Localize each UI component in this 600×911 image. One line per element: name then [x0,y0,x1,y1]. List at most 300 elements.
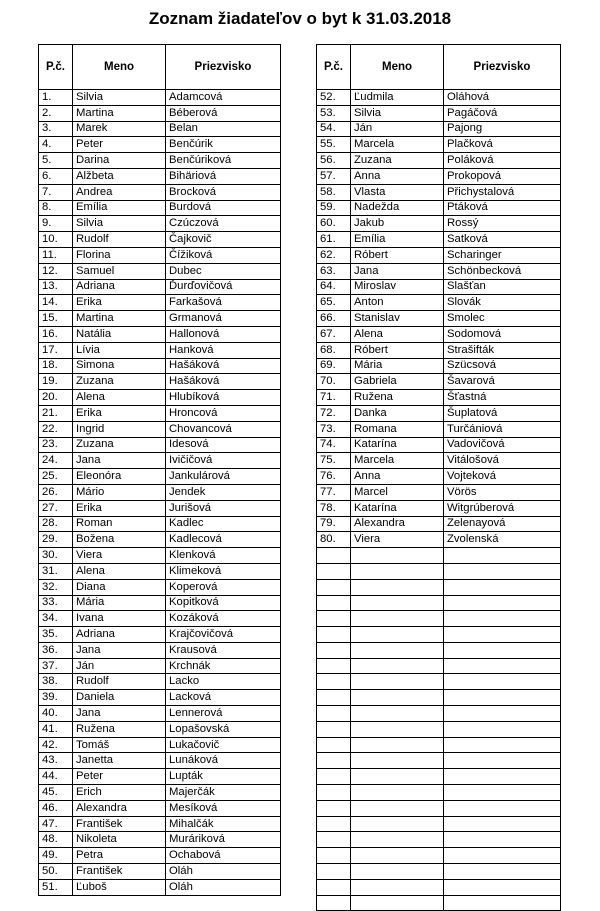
last-name-cell: Vadovičová [444,437,561,453]
row-number-cell: 49. [39,848,73,864]
first-name-cell [351,879,444,895]
table-row [39,532,281,548]
last-name-cell [444,563,561,579]
table-row [39,405,281,421]
last-name-cell: Jankulárová [166,469,281,485]
row-number-cell: 52. [317,90,351,106]
row-number-cell [317,800,351,816]
last-name-cell: Jurišová [166,500,281,516]
first-name-cell: Nadežda [351,200,444,216]
header-number: P.č. [39,45,73,90]
table-row [317,137,561,153]
table-row [317,200,561,216]
table-row [317,879,561,895]
last-name-cell: Hanková [166,342,281,358]
first-name-cell [351,848,444,864]
first-name-cell: František [73,864,166,880]
last-name-cell: Klenková [166,548,281,564]
last-name-cell: Kadlecová [166,532,281,548]
table-row [39,737,281,753]
first-name-cell: Viera [73,548,166,564]
first-name-cell [351,595,444,611]
row-number-cell [317,563,351,579]
row-number-cell: 15. [39,311,73,327]
first-name-cell: Peter [73,769,166,785]
first-name-cell: Alena [73,563,166,579]
table-row [39,500,281,516]
last-name-cell: Krajčovičová [166,627,281,643]
table-row [317,184,561,200]
table-row [39,311,281,327]
first-name-cell: Gabriela [351,374,444,390]
table-row [317,690,561,706]
first-name-cell: Rudolf [73,232,166,248]
table-row [317,532,561,548]
first-name-cell: Alena [73,390,166,406]
table-row [317,516,561,532]
last-name-cell: Pagáčová [444,105,561,121]
row-number-cell [317,721,351,737]
last-name-cell: Koperová [166,579,281,595]
last-name-cell: Szücsová [444,358,561,374]
first-name-cell: Martina [73,311,166,327]
last-name-cell: Adamcová [166,90,281,106]
row-number-cell: 58. [317,184,351,200]
first-name-cell: Katarína [351,500,444,516]
last-name-cell [444,611,561,627]
row-number-cell: 44. [39,769,73,785]
table-row [39,785,281,801]
row-number-cell: 37. [39,658,73,674]
table-row [317,895,561,911]
row-number-cell: 65. [317,295,351,311]
last-name-cell [444,879,561,895]
last-name-cell: Šťastná [444,390,561,406]
row-number-cell: 75. [317,453,351,469]
row-number-cell [317,864,351,880]
row-number-cell [317,611,351,627]
row-number-cell: 76. [317,469,351,485]
table-row [317,247,561,263]
last-name-cell: Zelenayová [444,516,561,532]
row-number-cell: 7. [39,184,73,200]
row-number-cell: 27. [39,500,73,516]
first-name-cell: Janetta [73,753,166,769]
table-row [39,848,281,864]
last-name-cell: Czúczová [166,216,281,232]
last-name-cell: Oláhová [444,90,561,106]
table-row [39,674,281,690]
last-name-cell [444,785,561,801]
row-number-cell: 33. [39,595,73,611]
row-number-cell: 24. [39,453,73,469]
row-number-cell [317,548,351,564]
row-number-cell: 55. [317,137,351,153]
table-row [317,405,561,421]
table-row [317,579,561,595]
last-name-cell: Jendek [166,484,281,500]
last-name-cell: Hašáková [166,358,281,374]
table-row [317,753,561,769]
row-number-cell: 45. [39,785,73,801]
last-name-cell [444,595,561,611]
last-name-cell [444,753,561,769]
first-name-cell [351,627,444,643]
first-name-cell [351,721,444,737]
table-row [317,816,561,832]
row-number-cell: 60. [317,216,351,232]
last-name-cell: Vitálošová [444,453,561,469]
first-name-cell: Anton [351,295,444,311]
last-name-cell [444,706,561,722]
row-number-cell [317,879,351,895]
first-name-cell: Natália [73,326,166,342]
row-number-cell: 74. [317,437,351,453]
first-name-cell: Ján [351,121,444,137]
last-name-cell: Pajong [444,121,561,137]
last-name-cell: Hroncová [166,405,281,421]
last-name-cell: Krausová [166,642,281,658]
row-number-cell: 3. [39,121,73,137]
table-row [39,706,281,722]
row-number-cell [317,627,351,643]
row-number-cell: 72. [317,405,351,421]
table-row [39,690,281,706]
row-number-cell: 28. [39,516,73,532]
last-name-cell [444,832,561,848]
row-number-cell [317,832,351,848]
row-number-cell [317,642,351,658]
first-name-cell [351,690,444,706]
first-name-cell: Mário [73,484,166,500]
row-number-cell: 36. [39,642,73,658]
row-number-cell: 20. [39,390,73,406]
table-row [39,295,281,311]
row-number-cell: 70. [317,374,351,390]
first-name-cell: Florina [73,247,166,263]
first-name-cell: Adriana [73,279,166,295]
first-name-cell: Ľudmila [351,90,444,106]
row-number-cell: 68. [317,342,351,358]
first-name-cell [351,832,444,848]
first-name-cell: Adriana [73,627,166,643]
table-row [39,153,281,169]
last-name-cell: Přichystalová [444,184,561,200]
table-row [39,864,281,880]
first-name-cell [351,753,444,769]
row-number-cell: 62. [317,247,351,263]
table-row [317,832,561,848]
last-name-cell: Šuplatová [444,405,561,421]
table-header-row [317,45,561,90]
last-name-cell [444,721,561,737]
table-row [39,342,281,358]
row-number-cell: 50. [39,864,73,880]
first-name-cell: Erich [73,785,166,801]
row-number-cell: 16. [39,326,73,342]
first-name-cell: Ján [73,658,166,674]
table-row [317,90,561,106]
table-row [39,611,281,627]
table-row [317,279,561,295]
row-number-cell: 78. [317,500,351,516]
last-name-cell: Lacková [166,690,281,706]
table-row [39,390,281,406]
first-name-cell: Simona [73,358,166,374]
table-row [39,184,281,200]
row-number-cell: 53. [317,105,351,121]
row-number-cell: 21. [39,405,73,421]
table-row [39,469,281,485]
table-row [317,421,561,437]
first-name-cell: Alexandra [73,800,166,816]
table-row [39,658,281,674]
table-row [317,548,561,564]
row-number-cell: 77. [317,484,351,500]
row-number-cell [317,785,351,801]
first-name-cell: Zuzana [73,374,166,390]
first-name-cell: Róbert [351,342,444,358]
row-number-cell [317,579,351,595]
table-row [317,611,561,627]
last-name-cell [444,627,561,643]
last-name-cell: Ďurďovičová [166,279,281,295]
first-name-cell: Alexandra [351,516,444,532]
last-name-cell: Grmanová [166,311,281,327]
row-number-cell: 64. [317,279,351,295]
last-name-cell: Kopitková [166,595,281,611]
row-number-cell: 12. [39,263,73,279]
last-name-cell: Mihalčák [166,816,281,832]
row-number-cell: 19. [39,374,73,390]
first-name-cell: Mária [351,358,444,374]
first-name-cell: Jana [73,642,166,658]
first-name-cell: Petra [73,848,166,864]
first-name-cell: František [73,816,166,832]
first-name-cell: Jana [73,706,166,722]
last-name-cell [444,895,561,911]
table-row [317,469,561,485]
row-number-cell [317,769,351,785]
last-name-cell: Rossý [444,216,561,232]
first-name-cell [351,895,444,911]
first-name-cell: Ingrid [73,421,166,437]
first-name-cell: Peter [73,137,166,153]
table-row [317,216,561,232]
last-name-cell: Belan [166,121,281,137]
table-row [317,311,561,327]
first-name-cell [351,769,444,785]
row-number-cell: 29. [39,532,73,548]
first-name-cell: Zuzana [351,153,444,169]
row-number-cell: 41. [39,721,73,737]
row-number-cell: 17. [39,342,73,358]
last-name-cell: Benčúriková [166,153,281,169]
row-number-cell: 4. [39,137,73,153]
last-name-cell [444,737,561,753]
last-name-cell: Turčániová [444,421,561,437]
first-name-cell: Anna [351,469,444,485]
first-name-cell: Silvia [73,90,166,106]
first-name-cell: Erika [73,500,166,516]
first-name-cell: Marcel [351,484,444,500]
last-name-cell: Brocková [166,184,281,200]
first-name-cell [351,737,444,753]
table-row [317,105,561,121]
last-name-cell: Krchnák [166,658,281,674]
last-name-cell: Lupták [166,769,281,785]
last-name-cell: Čajkovič [166,232,281,248]
last-name-cell: Zvolenská [444,532,561,548]
last-name-cell: Ochabová [166,848,281,864]
table-row [39,374,281,390]
first-name-cell: Marcela [351,453,444,469]
last-name-cell: Majerčák [166,785,281,801]
row-number-cell: 63. [317,263,351,279]
last-name-cell: Slašťan [444,279,561,295]
row-number-cell: 23. [39,437,73,453]
last-name-cell: Smolec [444,311,561,327]
row-number-cell [317,848,351,864]
table-row [39,200,281,216]
row-number-cell: 5. [39,153,73,169]
row-number-cell: 6. [39,168,73,184]
table-row [317,658,561,674]
last-name-cell: Plačková [444,137,561,153]
last-name-cell: Bihäriová [166,168,281,184]
first-name-cell: Marcela [351,137,444,153]
table-row [39,879,281,895]
table-row [317,453,561,469]
row-number-cell: 57. [317,168,351,184]
page-title: Zoznam žiadateľov o byt k 31.03.2018 [148,9,452,28]
table-row [317,484,561,500]
last-name-cell [444,548,561,564]
table-row [317,121,561,137]
table-row [39,484,281,500]
table-row [317,800,561,816]
table-row [317,232,561,248]
table-row [317,153,561,169]
last-name-cell: Burdová [166,200,281,216]
first-name-cell: Erika [73,295,166,311]
last-name-cell [444,769,561,785]
last-name-cell: Benčúrik [166,137,281,153]
last-name-cell: Ptáková [444,200,561,216]
last-name-cell: Hašáková [166,374,281,390]
row-number-cell: 42. [39,737,73,753]
last-name-cell [444,848,561,864]
row-number-cell: 47. [39,816,73,832]
first-name-cell: Ružena [73,721,166,737]
table-row [317,437,561,453]
last-name-cell: Lunáková [166,753,281,769]
table-row [317,500,561,516]
last-name-cell: Idesová [166,437,281,453]
table-row [39,563,281,579]
row-number-cell: 30. [39,548,73,564]
row-number-cell: 31. [39,563,73,579]
last-name-cell: Poláková [444,153,561,169]
last-name-cell: Farkašová [166,295,281,311]
first-name-cell: Ružena [351,390,444,406]
last-name-cell [444,690,561,706]
row-number-cell [317,674,351,690]
first-name-cell: Roman [73,516,166,532]
last-name-cell: Oláh [166,864,281,880]
last-name-cell: Béberová [166,105,281,121]
row-number-cell: 79. [317,516,351,532]
first-name-cell: Alžbeta [73,168,166,184]
row-number-cell: 18. [39,358,73,374]
table-row [317,785,561,801]
first-name-cell: Marek [73,121,166,137]
row-number-cell: 13. [39,279,73,295]
row-number-cell: 46. [39,800,73,816]
row-number-cell: 59. [317,200,351,216]
applicants-table-right [316,44,561,911]
last-name-cell [444,864,561,880]
last-name-cell: Ivičičová [166,453,281,469]
table-row [317,737,561,753]
row-number-cell: 51. [39,879,73,895]
last-name-cell: Sodomová [444,326,561,342]
table-row [317,627,561,643]
table-row [39,548,281,564]
first-name-cell [351,816,444,832]
first-name-cell: Darina [73,153,166,169]
last-name-cell: Schönbecková [444,263,561,279]
row-number-cell: 80. [317,532,351,548]
table-row [39,168,281,184]
row-number-cell: 22. [39,421,73,437]
first-name-cell: Stanislav [351,311,444,327]
table-row [39,579,281,595]
table-row [317,390,561,406]
first-name-cell: Erika [73,405,166,421]
header-first-name: Meno [73,45,166,90]
table-row [317,563,561,579]
first-name-cell: Daniela [73,690,166,706]
row-number-cell: 39. [39,690,73,706]
table-row [317,326,561,342]
table-row [39,769,281,785]
table-row [317,374,561,390]
header-last-name: Priezvisko [166,45,281,90]
table-row [39,232,281,248]
row-number-cell [317,737,351,753]
first-name-cell [351,674,444,690]
table-row [317,864,561,880]
last-name-cell: Scharinger [444,247,561,263]
row-number-cell: 56. [317,153,351,169]
row-number-cell: 35. [39,627,73,643]
applicants-table-left [38,44,281,896]
table-row [317,295,561,311]
first-name-cell: Rudolf [73,674,166,690]
last-name-cell: Lennerová [166,706,281,722]
row-number-cell: 66. [317,311,351,327]
last-name-cell: Chovancová [166,421,281,437]
first-name-cell: Eleonóra [73,469,166,485]
last-name-cell: Lopašovská [166,721,281,737]
table-row [317,595,561,611]
first-name-cell: Miroslav [351,279,444,295]
last-name-cell [444,674,561,690]
table-row [39,627,281,643]
first-name-cell: Zuzana [73,437,166,453]
table-row [39,642,281,658]
